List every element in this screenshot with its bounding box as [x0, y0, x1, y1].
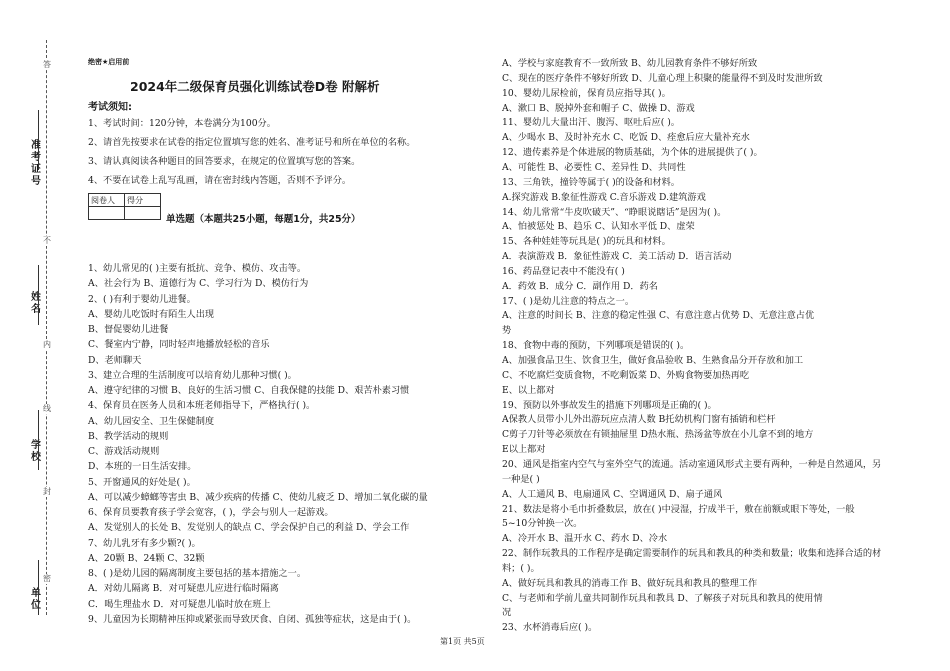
text-line: 12、遗传素养是个体进展的物质基础，为个体的进展提供了( )。 [502, 147, 763, 159]
text-line: 7、幼儿乳牙有多少颗?( )。 [88, 537, 201, 549]
text-line: 8、( )是幼儿园的隔离制度主要包括的基本措施之一。 [88, 568, 307, 579]
fill-line-school [38, 410, 47, 470]
text-line: A、人工通风 B、电扇通风 C、空调通风 D、扇子通风 [502, 488, 723, 500]
text-line: A、可能性 B、必要性 C、差异性 D、共同性 [502, 161, 686, 173]
text-line: A、婴幼儿吃饭时有陌生人出现 [88, 308, 215, 320]
page-footer: 第1页 共5页 [440, 637, 485, 646]
exam-title: 2024年二级保育员强化训练试卷D卷 附解析 [130, 79, 380, 94]
notice-heading: 考试须知: [88, 102, 132, 113]
text-line: A、发觉别人的长处 B、发觉别人的缺点 C、学会保护自己的利益 D、学会工作 [88, 522, 410, 534]
text-line: A、20颗 B、24颗 C、32颗 [88, 552, 205, 564]
text-line: E、以上都对 [502, 384, 555, 396]
label-exam-number: 准考证号 [31, 140, 41, 187]
text-line: 13、三角铁，撞铃等属于( )的设备和材料。 [502, 176, 680, 188]
text-line: A、做好玩具和教具的消毒工作 B、做好玩具和教具的整理工作 [502, 577, 758, 589]
text-line: 6、保育员要教育孩子学会宽容，( )，学会与别人一起游戏。 [88, 507, 334, 518]
score-cell: 得分 [125, 194, 161, 207]
text-line: 5、开窗通风的好处是( )。 [88, 476, 196, 488]
text-line: C、不吃腐烂变质食物，不吃剩饭菜 D、外购食物要加热再吃 [502, 369, 750, 381]
text-line: 17、( )是幼儿注意的特点之一。 [502, 295, 635, 307]
text-line: A、幼儿园安全、卫生保健制度 [88, 415, 215, 427]
gutter-mark-xian: 线 [43, 404, 51, 413]
gutter-mark-feng: 封 [43, 487, 51, 496]
text-line: A.探究游戏 B.象征性游戏 C.音乐游戏 D.建筑游戏 [502, 191, 706, 203]
notice-item: 3、请认真阅读各种题目的回答要求，在规定的位置填写您的答案。 [88, 156, 361, 167]
text-line: C．喝生理盐水 D．对可疑患儿临时放在班上 [88, 598, 271, 610]
text-line: A、学校与家庭教育不一致所致 B、幼儿园教育条件不够好所致 [502, 58, 758, 69]
label-school: 学校 [31, 440, 41, 463]
text-line: 料；( )。 [502, 562, 540, 574]
text-line: 2、( )有利于婴幼儿进餐。 [88, 293, 196, 305]
fill-line-exam-number [38, 110, 47, 170]
confidential-mark: 绝密★启用前 [88, 58, 130, 66]
text-line: 况 [502, 607, 512, 619]
section-title: 单选题（本题共25小题，每题1分，共25分） [166, 214, 361, 225]
text-line: A、怕被惩处 B、趋乐 C、认知水平低 D、虚荣 [502, 221, 695, 233]
text-line: 3、建立合理的生活制度可以培育幼儿那种习惯( )。 [88, 369, 297, 381]
text-line: C、餐室内宁静，同时轻声地播放轻松的音乐 [88, 339, 270, 351]
text-line: 15、各种娃娃等玩具是( )的玩具和材料。 [502, 236, 671, 248]
gutter-mark-bu: 不 [43, 236, 51, 245]
text-line: A、注意的时间长 B、注意的稳定性强 C、有意注意占优势 D、无意注意占优 [502, 310, 815, 322]
text-line: A保教人员带小儿外出游玩应点清人数 B托幼机构门窗有插销和栏杆 [502, 414, 776, 426]
gutter-mark-nei: 内 [43, 340, 51, 349]
fill-line-name [38, 265, 47, 325]
gutter-mark-mi: 密 [43, 574, 51, 583]
text-line: 一种是( ) [502, 473, 540, 485]
text-line: 4、保育员在医务人员和本班老师指导下，严格执行( )。 [88, 400, 316, 412]
text-line: A、漱口 B、脱掉外套和帽子 C、做操 D、游戏 [502, 102, 695, 114]
fill-line-unit [38, 560, 47, 615]
text-line: A、可以减少蟑螂等害虫 B、减少疾病的传播 C、使幼儿疲乏 D、增加二氧化碳的量 [88, 491, 428, 503]
text-line: 11、婴幼儿大量出汗、腹泻、呕吐后应( )。 [502, 117, 680, 129]
text-line: C剪子刀针等必须放在有锁抽屉里 D热水瓶、热汤盆等放在小儿拿不到的地方 [502, 429, 814, 441]
text-line: 20、通风是指室内空气与室外空气的流通。活动室通风形式主要有两种，一种是自然通风，另 [502, 458, 882, 470]
text-line: 9、儿童因为长期精神压抑或紧张而导致厌食、自闭、孤独等症状，这是由于( )。 [88, 613, 417, 625]
text-line: B、教学活动的规则 [88, 430, 169, 442]
text-line: 19、预防以外事故发生的措施下列哪项是正确的( )。 [502, 399, 717, 411]
reviewer-cell: 阅卷人 [89, 194, 125, 207]
notice-item: 2、请首先按要求在试卷的指定位置填写您的姓名、准考证号和所在单位的名称。 [88, 137, 416, 148]
text-line: 22、制作玩教具的工作程序是确定需要制作的玩具和教具的种类和数量；收集和选择合适的材 [502, 548, 882, 560]
text-line: D、本班的一日生活安排。 [88, 461, 197, 473]
label-name: 姓名 [31, 292, 41, 315]
score-box [88, 193, 161, 220]
text-line: 23、水杯消毒后应( )。 [502, 622, 598, 634]
text-line: A、遵守纪律的习惯 B、良好的生活习惯 C、自我保健的技能 D、艰苦朴素习惯 [88, 385, 410, 396]
text-line: C、游戏活动规则 [88, 446, 160, 457]
label-unit: 单位 [31, 588, 41, 611]
text-line: A、加强食品卫生、饮食卫生，做好食品验收 B、生熟食品分开存放和加工 [502, 355, 804, 366]
reviewer-blank [89, 207, 125, 220]
text-line: C、与老师和学前儿童共同制作玩具和教具 D、了解孩子对玩具和教具的使用情 [502, 592, 823, 604]
binding-gutter [0, 0, 62, 671]
gutter-mark-da: 答 [43, 60, 51, 69]
text-line: A、冷开水 B、温开水 C、药水 D、冷水 [502, 533, 668, 545]
text-line: 14、幼儿常常“牛皮吹破天”、“睁眼说瞎话”是因为( )。 [502, 206, 727, 218]
text-line: A、少喝水 B、及时补充水 C、吃饭 D、痊愈后应大量补充水 [502, 132, 750, 144]
text-line: 16、药品登记表中不能没有( ) [502, 265, 625, 277]
text-line: 10、婴幼儿尿检前，保育员应指导其( )。 [502, 87, 671, 99]
text-line: A、社会行为 B、道德行为 C、学习行为 D、模仿行为 [88, 278, 309, 290]
notice-item: 1、考试时间：120分钟，本卷满分为100分。 [88, 118, 276, 129]
text-line: A．对幼儿隔离 B．对可疑患儿应进行临时隔离 [88, 583, 279, 595]
notice-item: 4、不要在试卷上乱写乱画，请在密封线内答题，否则不予评分。 [88, 175, 352, 186]
score-blank [125, 207, 161, 220]
text-line: A．表演游戏 B．象征性游戏 C．美工活动 D．语言活动 [502, 251, 732, 263]
text-line: 势 [502, 325, 512, 337]
text-line: 18、食物中毒的预防，下列哪项是错误的( )。 [502, 340, 690, 352]
text-line: D、老师聊天 [88, 354, 142, 366]
text-line: 5~10分钟换一次。 [502, 518, 583, 530]
text-line: 1、幼儿常见的( )主要有抵抗、竞争、模仿、攻击等。 [88, 263, 307, 274]
text-line: E以上都对 [502, 444, 546, 456]
text-line: B、督促婴幼儿进餐 [88, 324, 169, 335]
text-line: C、现在的医疗条件不够好所致 D、儿童心理上积聚的能量得不到及时发泄所致 [502, 72, 823, 84]
text-line: A．药效 B．成分 C．副作用 D．药名 [502, 280, 658, 292]
text-line: 21、数法是将小毛巾折叠数层，放在( )中浸湿，拧成半干，敷在前额或眼下等处，一般 [502, 503, 855, 515]
